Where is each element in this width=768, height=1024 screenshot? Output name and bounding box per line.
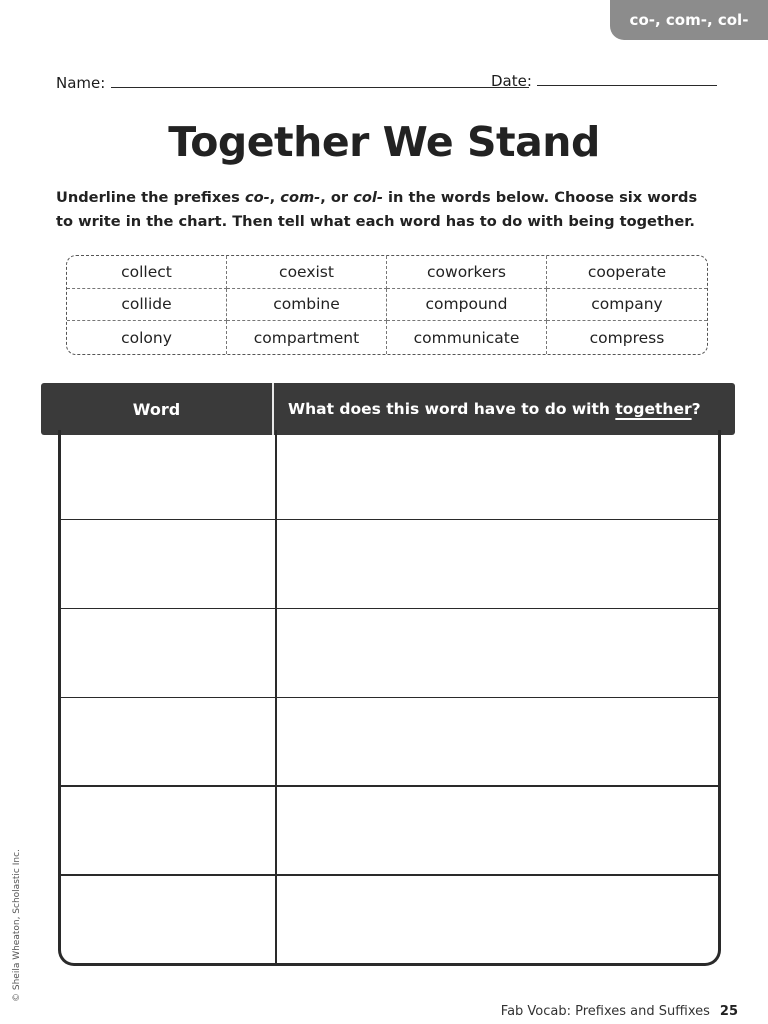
row-divider [61, 697, 718, 699]
page-title: Together We Stand [168, 118, 600, 166]
word-answer-cell[interactable] [61, 874, 275, 963]
directions-text-2: in the words below. Choose six words [382, 189, 698, 206]
word-bank-item: compress [589, 328, 665, 347]
word-bank-item: collide [67, 289, 227, 322]
name-field[interactable] [111, 87, 529, 88]
row-divider [61, 608, 718, 610]
question-emphasis: together [615, 400, 692, 418]
word-bank-item: coexist [227, 256, 387, 289]
meaning-answer-cell[interactable] [277, 785, 718, 874]
header-divider [272, 383, 274, 435]
meaning-answer-cell[interactable] [277, 519, 718, 608]
directions-or: , or [320, 189, 354, 206]
word-bank-item: cooperate [547, 256, 707, 289]
word-bank-item: colony [67, 321, 227, 354]
name-label: Name: [56, 74, 106, 92]
meaning-answer-cell[interactable] [277, 608, 718, 697]
directions-comma: , [269, 189, 281, 206]
topic-tab [610, 0, 768, 40]
book-title: Fab Vocab: Prefixes and Suffixes [500, 1004, 710, 1019]
prefix-co: co- [244, 189, 270, 206]
word-answer-cell[interactable] [61, 608, 275, 697]
word-answer-cell[interactable] [61, 785, 275, 874]
word-bank-item: company [547, 289, 707, 322]
meaning-answer-cell[interactable] [277, 874, 718, 963]
word-bank-item: coworkers [387, 256, 547, 289]
chart-header [41, 383, 735, 435]
copyright: © Sheila Wheaton, Scholastic Inc. [12, 849, 22, 1002]
meaning-answer-cell[interactable] [277, 430, 718, 519]
question-mark: ? [691, 400, 701, 418]
word-answer-cell[interactable] [61, 430, 275, 519]
chart-body [58, 430, 721, 966]
word-bank-item: combine [227, 289, 387, 322]
date-label: Date: [491, 72, 532, 90]
meaning-answer-cell[interactable] [277, 697, 718, 786]
word-bank-item: compound [387, 289, 547, 322]
word-answer-cell[interactable] [61, 519, 275, 608]
topic-tab-label: co-, com-, col- [629, 11, 749, 29]
directions-line-1 [56, 186, 726, 210]
row-divider [61, 519, 718, 521]
directions [56, 186, 726, 234]
column-header-word: Word [132, 399, 181, 419]
page-number: 25 [719, 1004, 738, 1019]
date-field[interactable] [537, 85, 717, 86]
page-footer [501, 1004, 738, 1019]
question-text: What does this word have to do with [288, 400, 610, 418]
name-date-row [56, 72, 718, 96]
column-header-question [288, 383, 701, 435]
word-bank [66, 255, 708, 355]
word-bank-item: compartment [227, 321, 387, 354]
row-divider [61, 785, 718, 787]
directions-line-2: to write in the chart. Then tell what each word has to do with being together. [56, 213, 695, 230]
directions-text: Underline the prefixes [56, 189, 245, 206]
row-divider [61, 874, 718, 876]
word-bank-item: communicate [387, 321, 547, 354]
word-answer-cell[interactable] [61, 697, 275, 786]
word-bank-item: collect [67, 256, 227, 289]
prefix-com: com- [280, 189, 321, 206]
prefix-col: col- [353, 189, 383, 206]
